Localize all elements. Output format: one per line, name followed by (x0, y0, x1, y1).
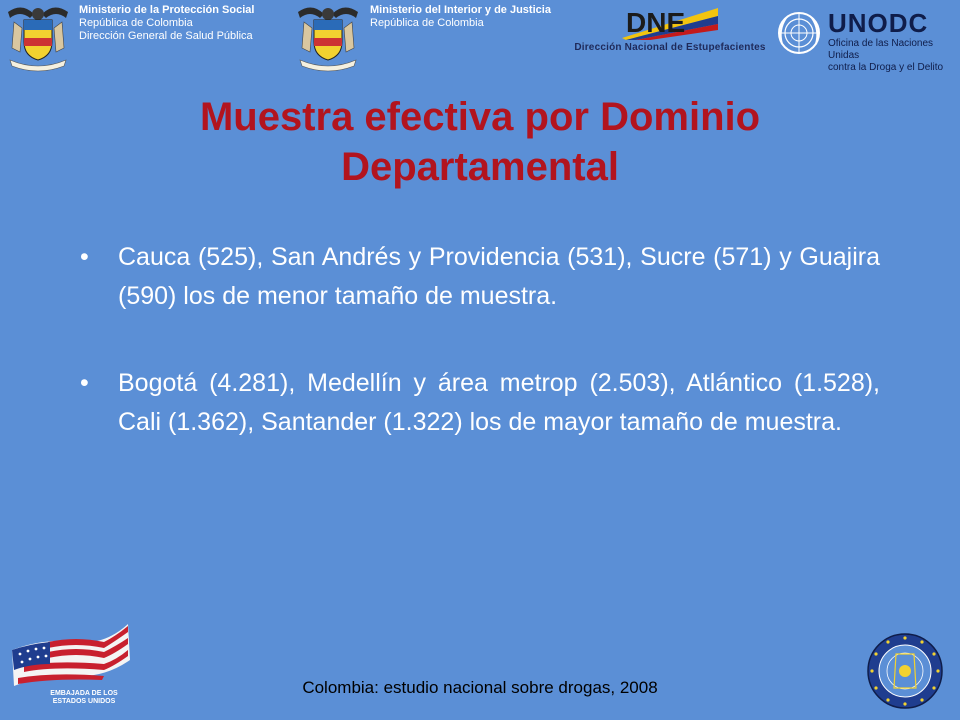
bullet-marker: • (80, 369, 89, 397)
embassy-label-line1: EMBAJADA DE LOS (50, 690, 118, 697)
slide-title (40, 92, 920, 192)
embassy-label-line2: ESTADOS UNIDOS (52, 698, 116, 705)
bullet-text: Bogotá (4.281), Medellín y área metrop (2.503), Atlántico (1.528), Cali (1.362), Santander (1.322) los de mayor tamaño de muestra. (118, 369, 880, 436)
oas-seal-icon (866, 632, 944, 710)
us-flag-icon (4, 620, 134, 692)
dne-logo (572, 4, 768, 56)
dne-logo-text: DNE (626, 7, 686, 38)
embassy-label (34, 690, 134, 706)
bullet-text: Cauca (525), San Andrés y Providencia (531), Sucre (571) y Guajira (590) los de menor tamaño de muestra. (118, 243, 880, 310)
unodc-logo-text: UNODC (828, 8, 929, 38)
bullet-item (80, 238, 880, 316)
coat-of-arms-icon (4, 2, 72, 72)
ministry-interior-justicia (370, 4, 551, 30)
dne-label: Dirección Nacional de Estupefacientes (574, 42, 766, 53)
slide-title-line2: Departamental (341, 145, 619, 189)
unodc-subtitle-line2: contra la Droga y el Delito (828, 62, 944, 73)
ministry1-line3: Dirección General de Salud Pública (79, 30, 253, 42)
unodc-subtitle (828, 38, 956, 74)
slide-title-line1: Muestra efectiva por Dominio (199, 95, 761, 139)
coat-of-arms-icon (294, 2, 362, 72)
unodc-logo (776, 6, 956, 73)
ministry1-line2: República de Colombia (79, 17, 193, 29)
ministry2-line2: República de Colombia (370, 17, 484, 29)
footer-text: Colombia: estudio nacional sobre drogas, 2008 (302, 678, 658, 697)
unodc-subtitle-line1: Oficina de las Naciones Unidas (828, 38, 934, 61)
bullet-list (80, 238, 880, 442)
ministry1-line1: Ministerio de la Protección Social (79, 4, 255, 16)
bullet-item (80, 364, 880, 442)
un-emblem-icon (776, 10, 822, 56)
dne-logo-icon (620, 4, 720, 40)
ministry-proteccion-social (79, 4, 254, 43)
ministry2-line1: Ministerio del Interior y de Justicia (370, 4, 551, 16)
us-embassy-logo (4, 620, 134, 716)
bullet-marker: • (80, 243, 89, 271)
